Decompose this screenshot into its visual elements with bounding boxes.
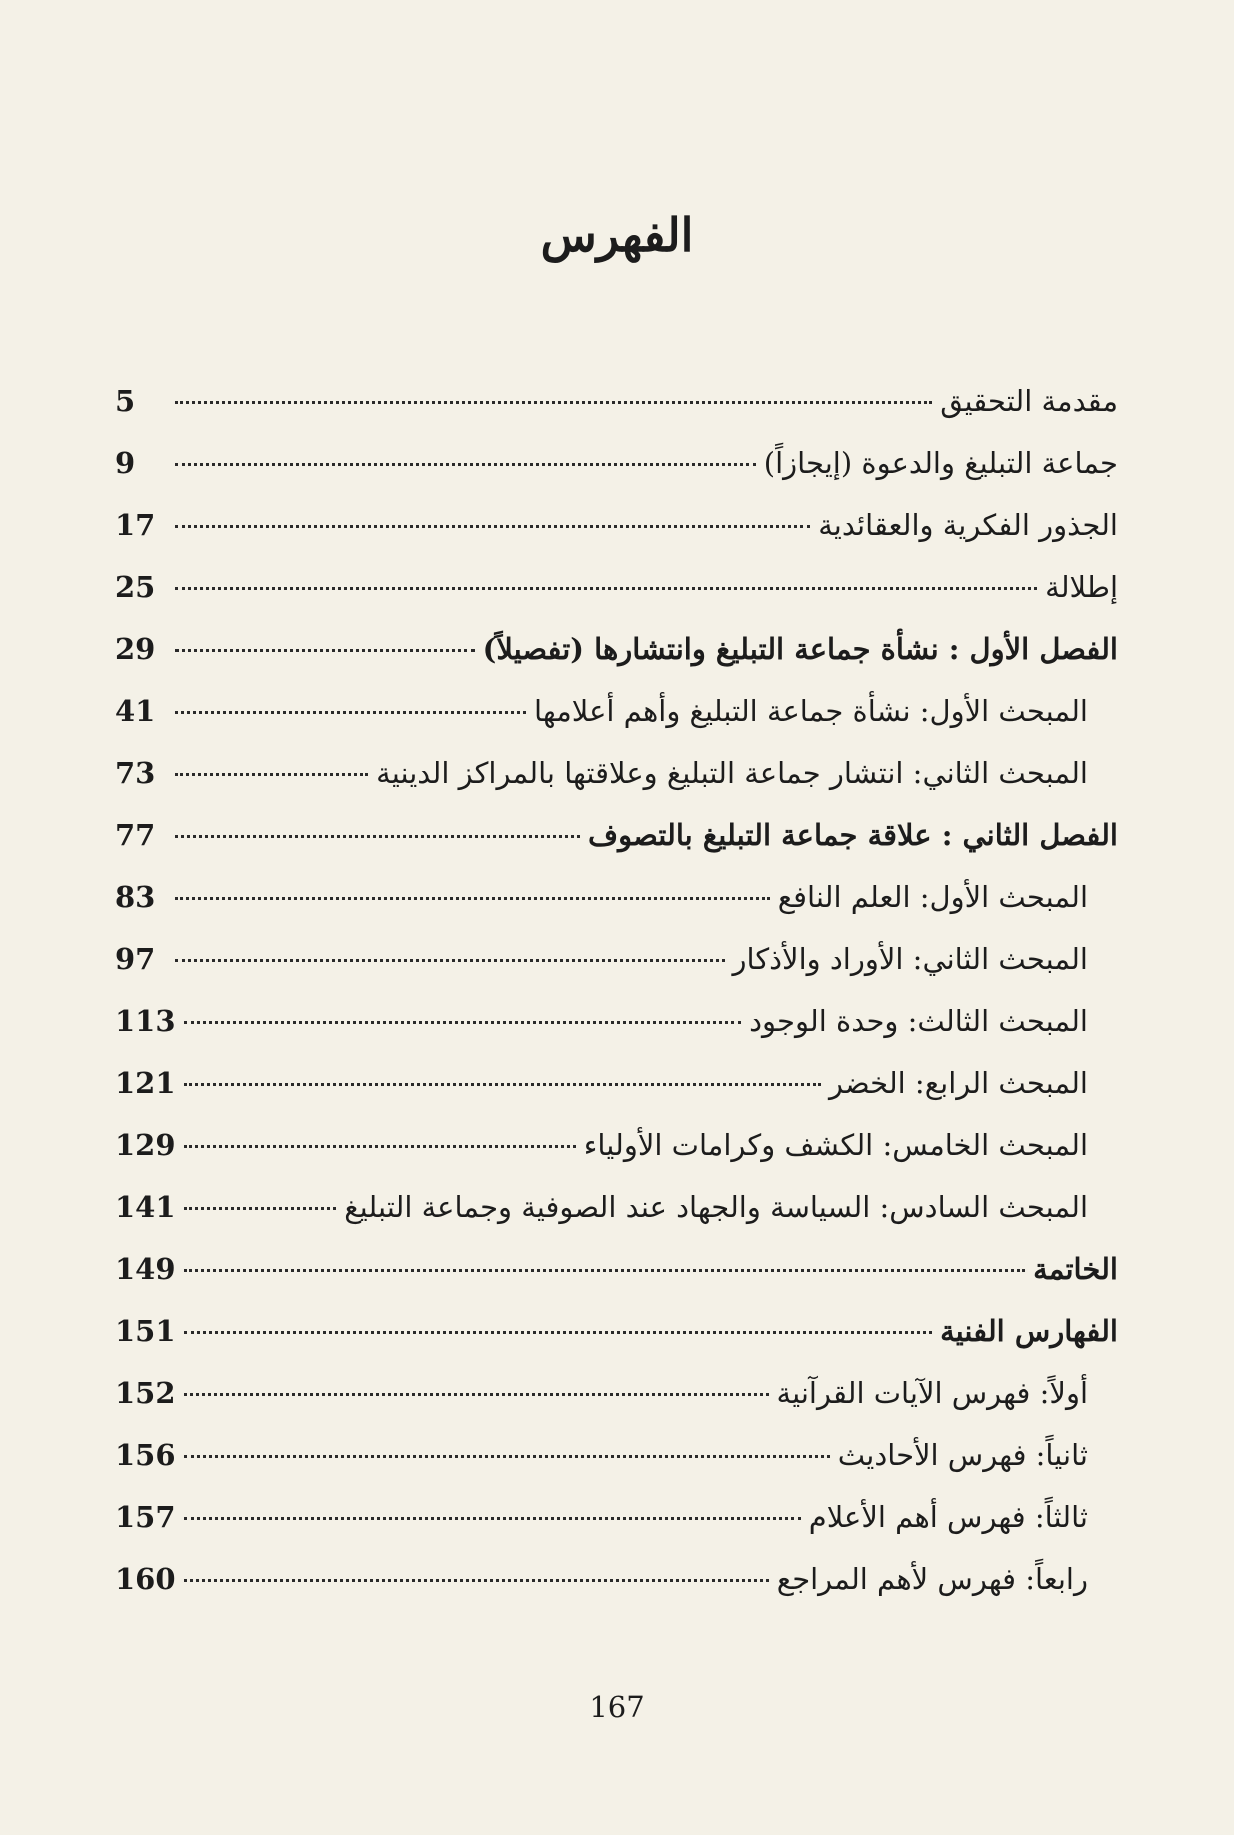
dot-leader — [175, 835, 580, 838]
toc-entry-page: 157 — [115, 1500, 176, 1534]
dot-leader — [184, 1145, 576, 1148]
toc-entry-page: 113 — [115, 1004, 176, 1038]
toc-entry-label: ثالثاً: فهرس أهم الأعلام — [808, 1500, 1088, 1534]
toc-entry-label: مقدمة التحقيق — [940, 384, 1118, 418]
toc-entry-label: أولاً: فهرس الآيات القرآنية — [776, 1376, 1088, 1410]
toc-entry-page: 29 — [115, 632, 156, 666]
dot-leader — [175, 525, 810, 528]
toc-entry-label: الخاتمة — [1033, 1252, 1118, 1286]
toc-entry-label: المبحث الثاني: انتشار جماعة التبليغ وعلاقتها بالمراكز الدينية — [376, 756, 1088, 790]
toc-entry-label: المبحث الأول: العلم النافع — [777, 880, 1088, 914]
toc-entry-page: 151 — [115, 1314, 176, 1348]
dot-leader — [175, 959, 725, 962]
dot-leader — [175, 897, 770, 900]
toc-entry-label: المبحث الأول: نشأة جماعة التبليغ وأهم أعلامها — [534, 694, 1088, 728]
toc-entry-page: 77 — [115, 818, 156, 852]
toc-entry-label: المبحث الخامس: الكشف وكرامات الأولياء — [583, 1128, 1088, 1162]
dot-leader — [175, 463, 756, 466]
toc-entry-page: 97 — [115, 942, 156, 976]
toc-entry-page: 17 — [115, 508, 156, 542]
dot-leader — [184, 1579, 769, 1582]
toc-entry-page: 149 — [115, 1252, 176, 1286]
toc-entry-label: إطلالة — [1045, 570, 1118, 604]
toc-entry-page: 160 — [115, 1562, 176, 1596]
toc-entry-label: الجذور الفكرية والعقائدية — [818, 508, 1118, 542]
dot-leader — [184, 1393, 769, 1396]
toc-entry-page: 25 — [115, 570, 156, 604]
page-title: الفهرس — [540, 208, 694, 262]
toc-entry-label: الفصل الثاني : علاقة جماعة التبليغ بالتصوف — [588, 818, 1118, 852]
dot-leader — [184, 1083, 821, 1086]
dot-leader — [184, 1021, 742, 1024]
dot-leader — [175, 587, 1037, 590]
page-number: 167 — [589, 1690, 645, 1724]
toc-entry-label: ثانياً: فهرس الأحاديث — [837, 1438, 1088, 1472]
toc-entry-label: رابعاً: فهرس لأهم المراجع — [776, 1562, 1088, 1596]
toc-entry-label: المبحث الرابع: الخضر — [828, 1066, 1088, 1100]
toc-entry-page: 152 — [115, 1376, 176, 1410]
dot-leader — [175, 773, 368, 776]
toc-entry-page: 5 — [115, 384, 136, 418]
toc-entry-label: المبحث السادس: السياسة والجهاد عند الصوفية وجماعة التبليغ — [344, 1190, 1088, 1224]
dot-leader — [175, 711, 526, 714]
toc-entry-label: المبحث الثاني: الأوراد والأذكار — [732, 942, 1088, 976]
toc-entry-page: 141 — [115, 1190, 176, 1224]
toc-entry-label: الفهارس الفنية — [940, 1314, 1118, 1348]
dot-leader — [184, 1269, 1026, 1272]
toc-entry-page: 73 — [115, 756, 156, 790]
toc-entry-label: جماعة التبليغ والدعوة (إيجازاً) — [763, 446, 1118, 480]
dot-leader — [175, 401, 932, 404]
table-of-contents — [115, 370, 1118, 1610]
toc-entry-label: الفصل الأول : نشأة جماعة التبليغ وانتشارها (تفصيلاً) — [482, 632, 1118, 666]
dot-leader — [184, 1207, 337, 1210]
toc-entry-page: 121 — [115, 1066, 176, 1100]
dot-leader — [184, 1331, 933, 1334]
dot-leader — [184, 1455, 830, 1458]
toc-entry-label: المبحث الثالث: وحدة الوجود — [749, 1004, 1088, 1038]
toc-entry-page: 9 — [115, 446, 136, 480]
dot-leader — [184, 1517, 801, 1520]
toc-entry-page: 156 — [115, 1438, 176, 1472]
toc-entry-page: 129 — [115, 1128, 176, 1162]
toc-entry-page: 41 — [115, 694, 156, 728]
dot-leader — [175, 649, 475, 652]
toc-entry-page: 83 — [115, 880, 156, 914]
